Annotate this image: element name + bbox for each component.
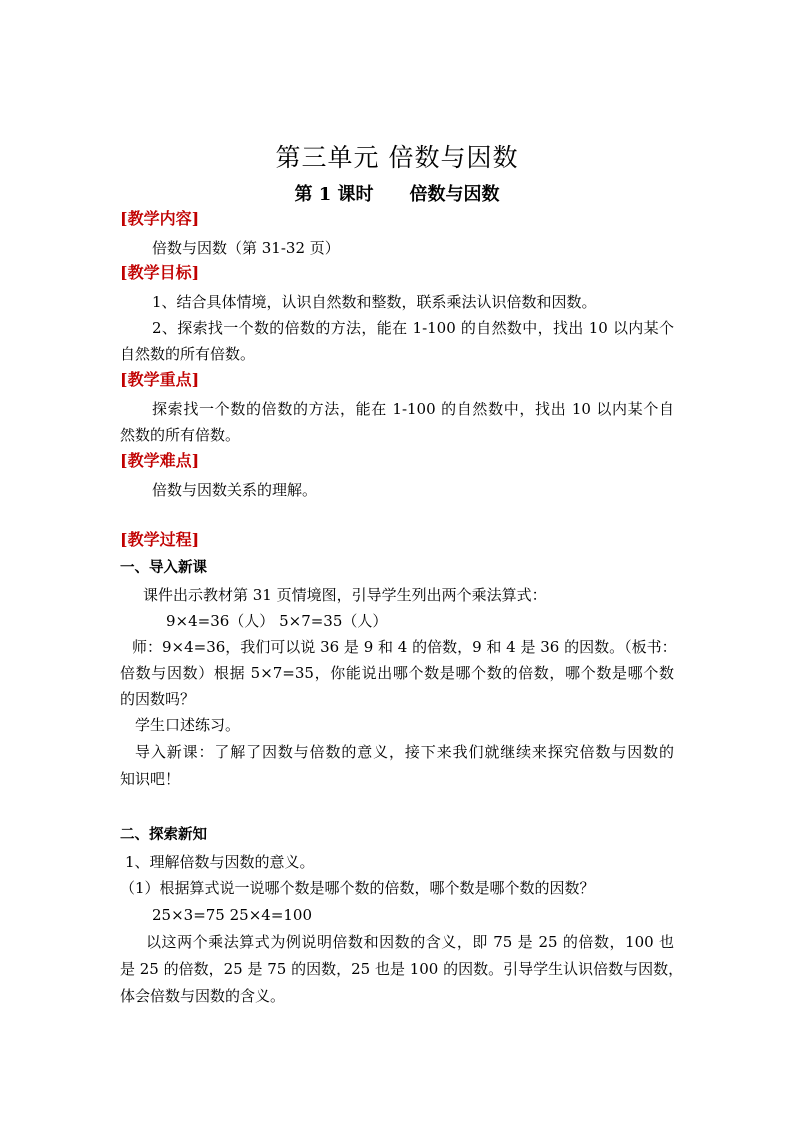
part-1-line-1: 课件出示教材第 31 页情境图，引导学生列出两个乘法算式：	[143, 586, 547, 604]
part-1-heading: 一、导入新课	[120, 559, 207, 576]
part-2-line-2: （1）根据算式说一说哪个数是哪个数的倍数，哪个数是哪个数的因数？	[120, 879, 595, 897]
part-1-line-4: 倍数与因数）根据 5×7=35，你能说出哪个数是哪个数的倍数，哪个数是哪个数	[120, 664, 674, 682]
lesson-subtitle	[0, 182, 794, 208]
section-teaching-content: [教学内容]	[120, 209, 200, 228]
goal-2-line-2: 自然数的所有倍数。	[120, 345, 256, 363]
part-1-line-3: 师：9×4=36，我们可以说 36 是 9 和 4 的倍数，9 和 4 是 36 的因数。（板书：	[132, 638, 677, 656]
section-key-points: [教学重点]	[120, 370, 200, 389]
part-1-line-7: 导入新课：了解了因数与倍数的意义，接下来我们就继续来探究倍数与因数的	[135, 743, 674, 761]
section-teaching-process: [教学过程]	[120, 530, 200, 549]
lesson-name: 倍数与因数	[409, 184, 500, 205]
section-difficulties: [教学难点]	[120, 451, 200, 470]
part-2-line-5: 是 25 的倍数，25 是 75 的因数，25 也是 100 的因数。引导学生认识倍数与因数，	[120, 960, 684, 978]
part-2-line-3: 25×3=75 25×4=100	[152, 906, 313, 924]
part-2-line-1: 1、理解倍数与因数的意义。	[125, 853, 315, 871]
part-1-line-5: 的因数吗？	[120, 690, 196, 708]
content-text: 倍数与因数（第 31-32 页）	[152, 239, 340, 257]
goal-1: 1、结合具体情境，认识自然数和整数，联系乘法认识倍数和因数。	[152, 293, 597, 311]
page-title: 第三单元 倍数与因数	[275, 143, 519, 172]
section-teaching-goals: [教学目标]	[120, 263, 200, 282]
key-line-2: 然数的所有倍数。	[120, 426, 241, 444]
part-1-line-2: 9×4=36（人） 5×7=35（人）	[166, 612, 388, 630]
goal-2-line-1: 2、探索找一个数的倍数的方法，能在 1-100 的自然数中，找出 10 以内某个	[152, 319, 674, 337]
part-2-line-4: 以这两个乘法算式为例说明倍数和因数的含义，即 75 是 25 的倍数，100 也	[146, 933, 674, 951]
part-2-heading: 二、探索新知	[120, 826, 207, 843]
key-line-1: 探索找一个数的倍数的方法，能在 1-100 的自然数中，找出 10 以内某个自	[152, 400, 674, 418]
part-1-line-8: 知识吧！	[120, 770, 181, 788]
part-2-line-6: 体会倍数与因数的含义。	[120, 987, 286, 1005]
difficulty-text: 倍数与因数关系的理解。	[152, 481, 318, 499]
lesson-number: 第 1 课时	[294, 184, 374, 205]
part-1-line-6: 学生口述练习。	[135, 716, 241, 734]
